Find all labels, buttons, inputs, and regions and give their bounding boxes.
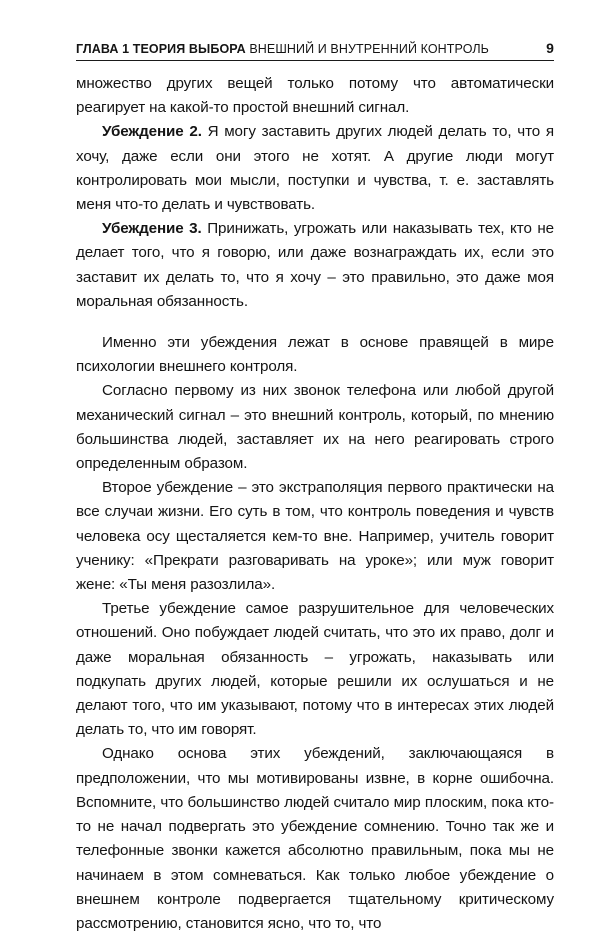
section-title: ВНЕШНИЙ И ВНУТРЕННИЙ КОНТРОЛЬ (249, 42, 489, 56)
belief-lead: Убеждение 3. (102, 220, 202, 238)
paragraph: Однако основа этих убеждений, заключающаяся в предположении, что мы мотивированы извне, в корне ошибочна. Вспомните, что большинство людей считало мир плоским, пока кто-то не начал подвергать это убеждение сомнению. Точно так же и телефонные звонки кажется абсолютно правильным, пока мы не начинаем в этом сомневаться. Как только любое убеждение о внешнем контроле подвергается тщательному критическому рассмотрению, становится ясно, что то, что (76, 745, 554, 932)
paragraph: Именно эти убеждения лежат в основе правящей в мире психологии внешнего контроля. (76, 334, 554, 376)
paragraph: множество других вещей только потому что автоматически реагирует на какой-то простой внешний сигнал. (76, 75, 554, 117)
header-left (76, 42, 489, 56)
chapter-label: ГЛАВА 1 (76, 42, 130, 56)
page-body (76, 72, 554, 936)
paragraph: Согласно первому из них звонок телефона или любой другой механический сигнал – это внешний контроль, который, по мнению большинства людей, заставляет их на него реагировать строго определенным образом. (76, 382, 554, 473)
paragraph: Убеждение 3. Принижать, угрожать или наказывать тех, кто не делает того, что я говорю, или даже вознаграждать их, если это заставит их делать то, что я хочу – это правильно, это даже моя моральная обязанность. (76, 220, 554, 310)
running-header (76, 40, 554, 61)
paragraph: Второе убеждение – это экстраполяция первого практически на все случаи жизни. Его суть в том, что контроль поведения и чувств человека осу щесталяется кем-то вне. Например, учитель говорит ученику: «Прекрати разговаривать на уроке»; или муж говорит жене: «Ты меня разозлила». (76, 479, 554, 594)
belief-lead: Убеждение 2. (102, 123, 202, 141)
paragraph: Убеждение 2. Я могу заставить других людей делать то, что я хочу, даже если они этого не хотят. А другие люди могут контролировать мои мысли, поступки и чувства, т. е. заставлять меня что-то делать и чувствовать. (76, 123, 554, 214)
chapter-title: ТЕОРИЯ ВЫБОРА (132, 42, 246, 56)
paragraph: Третье убеждение самое разрушительное для человеческих отношений. Оно побуждает людей считать, что это их право, долг и даже моральная обязанность – угрожать, наказывать или подкупать других людей, которые решили их ослушаться и не делают того, что им указывают, потому что в интересах этих людей делать то, что им говорят. (76, 600, 554, 739)
page-number: 9 (546, 40, 554, 56)
